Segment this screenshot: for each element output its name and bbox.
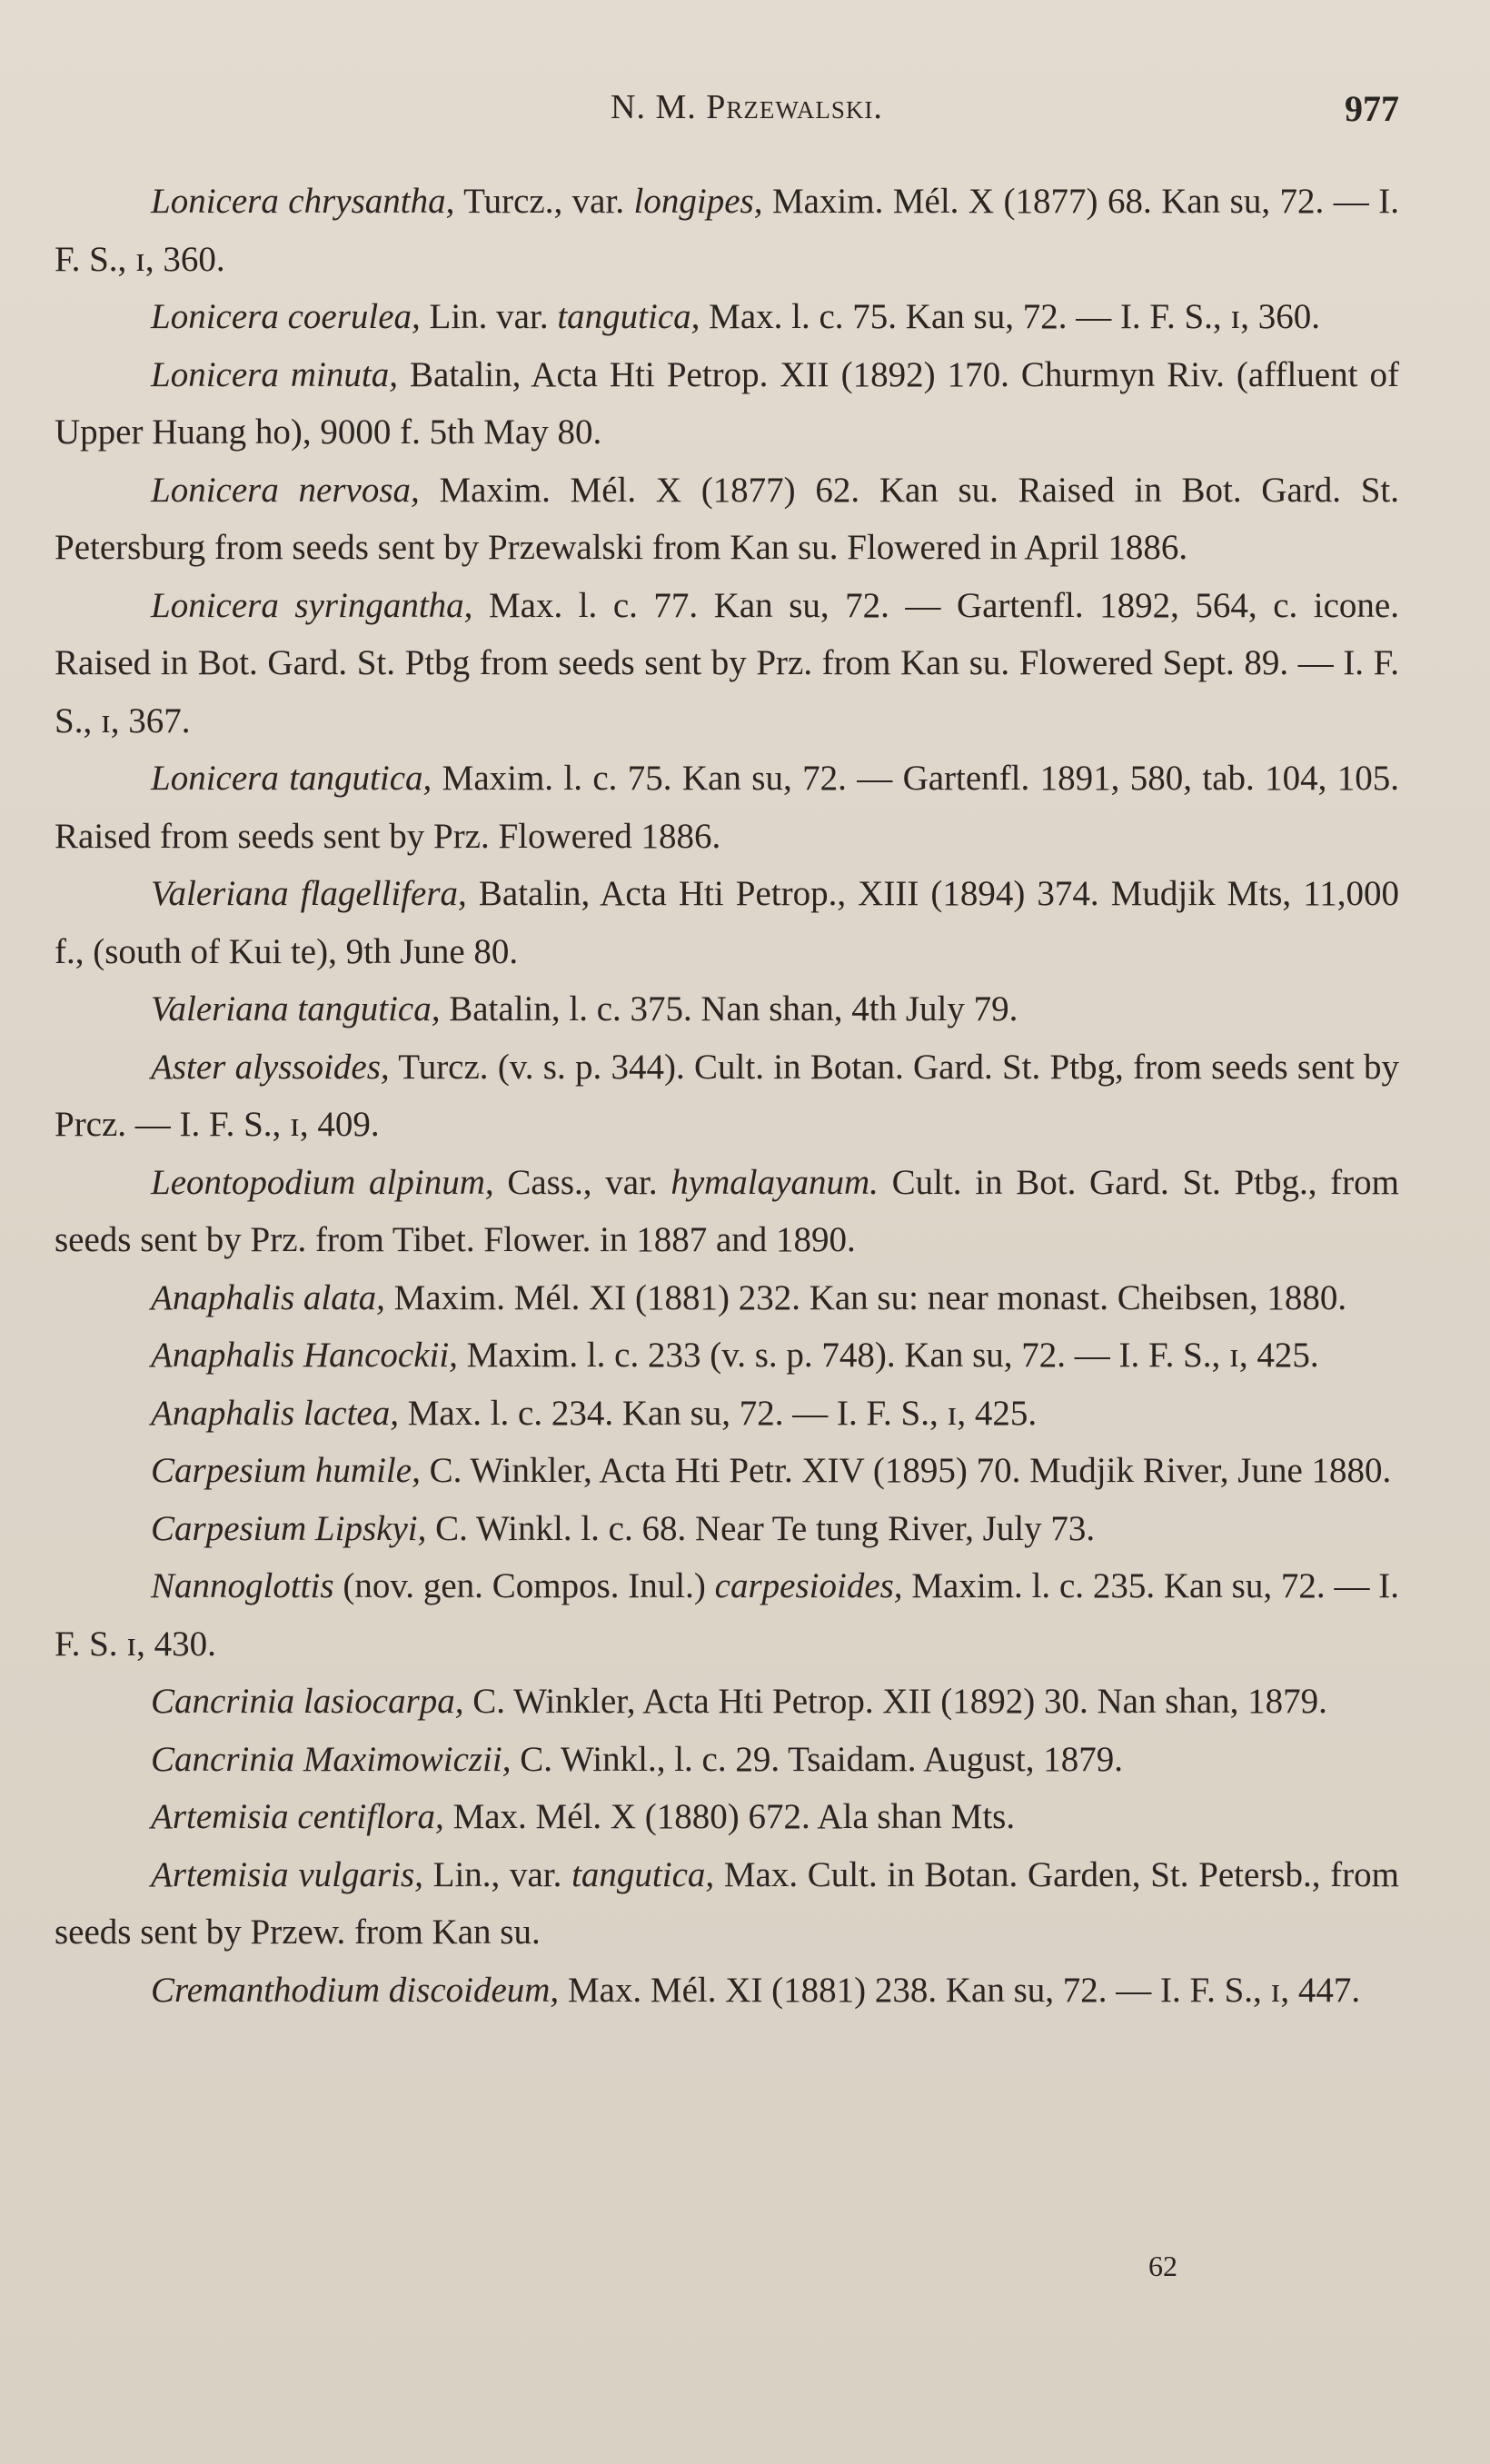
citation-text: Turcz. (v. s. p. 344). Cult. in Botan. Gard. St. Ptbg, from seeds sent by Prcz. — I. F. S., ɪ, 409. bbox=[55, 1047, 1399, 1144]
citation-text: Maxim. Mél. X (1877) 68. Kan su, 72. — I. F. S., ɪ, 360. bbox=[55, 182, 1399, 279]
citation-text: C. Winkl. l. c. 68. Near Te tung River, July 73. bbox=[426, 1508, 1096, 1548]
taxon-name: Valeriana flagellifera, bbox=[151, 874, 467, 913]
species-entry bbox=[55, 1788, 1399, 1846]
page-header bbox=[55, 87, 1399, 142]
species-entry bbox=[55, 462, 1399, 577]
taxon-name: Nannoglottis bbox=[151, 1566, 334, 1605]
species-entry bbox=[55, 173, 1399, 288]
citation-text: Maxim. Mél. XI (1881) 232. Kan su: near monast. Cheibsen, 1880. bbox=[384, 1277, 1347, 1317]
taxon-name: Cremanthodium discoideum, bbox=[151, 1970, 560, 2010]
citation-text: Max. l. c. 77. Kan su, 72. — Gartenfl. 1892, 564, c. icone. Raised in Bot. Gard. St. Ptbg from seeds sent by Prz. from Kan su. Flowered Sept. 89. — I. F. S., ɪ, 367. bbox=[55, 585, 1399, 740]
species-entry bbox=[55, 1962, 1399, 2020]
citation-text: Maxim. l. c. 75. Kan su, 72. — Gartenfl. 1891, 580, tab. 104, 105. Raised from seeds sent by Prz. Flowered 1886. bbox=[55, 759, 1400, 856]
taxon-name: tangutica, bbox=[557, 297, 700, 336]
citation-text: Max. Mél. XI (1881) 238. Kan su, 72. — I. F. S., ɪ, 447. bbox=[559, 1970, 1361, 2010]
taxon-name: hymalayanum. bbox=[670, 1162, 879, 1202]
citation-text: Turcz., var. bbox=[454, 182, 634, 221]
species-entry bbox=[55, 1038, 1399, 1154]
taxon-name: tangutica, bbox=[571, 1854, 715, 1894]
species-entry bbox=[55, 1673, 1399, 1731]
taxon-name: Carpesium humile, bbox=[151, 1451, 421, 1490]
taxon-name: Lonicera coerulea, bbox=[151, 297, 421, 336]
taxon-name: Aster alyssoides, bbox=[151, 1047, 390, 1087]
citation-text: Cult. in Bot. Gard. St. Ptbg., from seeds sent by Prz. from Tibet. Flower. in 1887 and 1890. bbox=[55, 1162, 1399, 1259]
citation-text: Max. l. c. 75. Kan su, 72. — I. F. S., ɪ, 360. bbox=[700, 297, 1321, 336]
taxon-name: Lonicera nervosa, bbox=[151, 470, 420, 510]
citation-text: Maxim. Mél. X (1877) 62. Kan su. Raised in Bot. Gard. St. Petersburg from seeds sent by Przewalski from Kan su. Flowered in April 1886. bbox=[55, 470, 1399, 567]
taxon-name: Lonicera tangutica, bbox=[151, 759, 432, 798]
species-list bbox=[55, 173, 1399, 2019]
species-entry bbox=[55, 1731, 1399, 1789]
taxon-name: Lonicera minuta, bbox=[151, 354, 398, 394]
species-entry bbox=[55, 1442, 1399, 1500]
taxon-name: Lonicera chrysantha, bbox=[151, 182, 455, 221]
page-number: 977 bbox=[1345, 88, 1399, 129]
taxon-name: Cancrinia Maximowiczii, bbox=[151, 1739, 512, 1779]
citation-text: Maxim. l. c. 233 (v. s. p. 748). Kan su, 72. — I. F. S., ɪ, 425. bbox=[457, 1336, 1319, 1375]
citation-text: Batalin, Acta Hti Petrop., XIII (1894) 374. Mudjik Mts, 11,000 f., (south of Kui te), 9th June 80. bbox=[55, 874, 1399, 971]
species-entry bbox=[55, 1500, 1399, 1558]
running-head: N. M. Przewalski. bbox=[611, 88, 883, 126]
citation-text: Lin., var. bbox=[422, 1854, 572, 1894]
taxon-name: Anaphalis Hancockii, bbox=[151, 1336, 458, 1375]
citation-text: Batalin, Acta Hti Petrop. XII (1892) 170. Churmyn Riv. (affluent of Upper Huang ho), 9000 f. 5th May 80. bbox=[55, 354, 1399, 452]
citation-text: Max. Mél. X (1880) 672. Ala shan Mts. bbox=[443, 1797, 1016, 1836]
taxon-name: longipes, bbox=[633, 182, 763, 221]
citation-text: C. Winkl., l. c. 29. Tsaidam. August, 1879. bbox=[511, 1739, 1123, 1779]
species-entry bbox=[55, 1846, 1399, 1962]
species-entry bbox=[55, 577, 1399, 750]
citation-text: Cass., var. bbox=[493, 1162, 671, 1202]
species-entry bbox=[55, 1557, 1399, 1673]
signature-mark: 62 bbox=[1148, 2250, 1177, 2282]
citation-text: C. Winkler, Acta Hti Petr. XIV (1895) 70. Mudjik River, June 1880. bbox=[420, 1451, 1392, 1490]
species-entry bbox=[55, 980, 1399, 1038]
species-entry bbox=[55, 1326, 1399, 1385]
taxon-name: Artemisia vulgaris, bbox=[151, 1854, 423, 1894]
taxon-name: Lonicera syringantha, bbox=[151, 585, 473, 625]
taxon-name: Leontopodium alpinum, bbox=[151, 1162, 494, 1202]
citation-text: C. Winkler, Acta Hti Petrop. XII (1892) 30. Nan shan, 1879. bbox=[463, 1682, 1327, 1721]
species-entry bbox=[55, 1385, 1399, 1443]
taxon-name: Valeriana tangutica, bbox=[151, 989, 441, 1028]
taxon-name: Carpesium Lipskyi, bbox=[151, 1508, 427, 1548]
taxon-name: Anaphalis alata, bbox=[151, 1277, 385, 1317]
species-entry bbox=[55, 346, 1399, 462]
citation-text: (nov. gen. Compos. Inul.) bbox=[333, 1566, 715, 1605]
taxon-name: Cancrinia lasiocarpa, bbox=[151, 1682, 464, 1721]
citation-text: Batalin, l. c. 375. Nan shan, 4th July 79. bbox=[440, 989, 1018, 1028]
citation-text: Maxim. l. c. 235. Kan su, 72. — I. F. S. ɪ, 430. bbox=[55, 1566, 1399, 1664]
species-entry bbox=[55, 1269, 1399, 1327]
taxon-name: carpesioides, bbox=[714, 1566, 903, 1605]
species-entry bbox=[55, 750, 1399, 865]
citation-text: Max. l. c. 234. Kan su, 72. — I. F. S., ɪ, 425. bbox=[398, 1393, 1038, 1433]
taxon-name: Anaphalis lactea, bbox=[151, 1393, 399, 1433]
species-entry bbox=[55, 1154, 1399, 1269]
citation-text: Lin. var. bbox=[420, 297, 558, 336]
taxon-name: Artemisia centiflora, bbox=[151, 1797, 444, 1836]
species-entry bbox=[55, 288, 1399, 346]
species-entry bbox=[55, 865, 1399, 980]
citation-text: Max. Cult. in Botan. Garden, St. Petersb., from seeds sent by Przew. from Kan su. bbox=[55, 1854, 1399, 1952]
